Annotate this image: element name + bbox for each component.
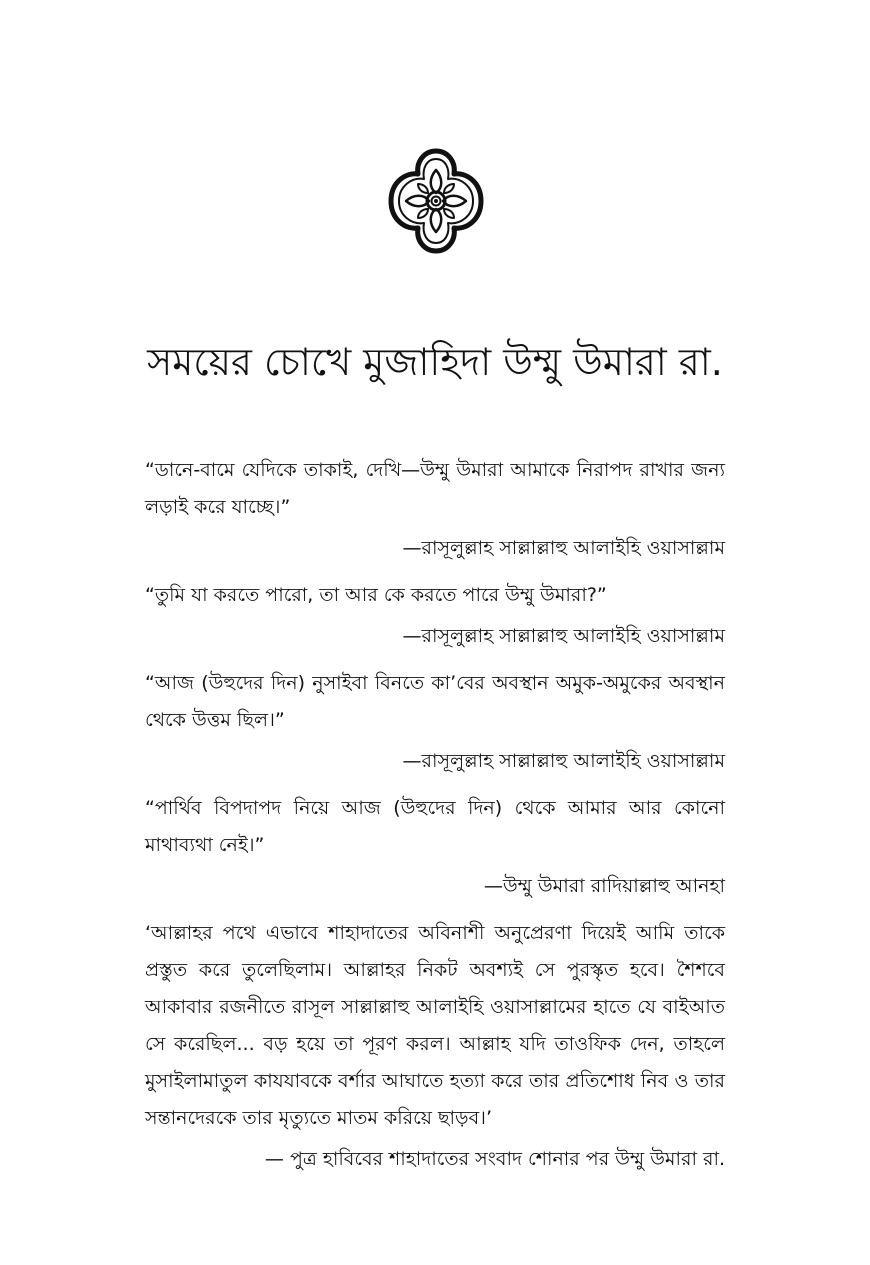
quote-attribution: —রাসূলুল্লাহ সাল্লাল্লাহু আলাইহি ওয়াসাল্লাম	[402, 750, 725, 772]
quote-attribution: —উম্মু উমারা রাদিয়াল্লাহু আনহা	[483, 875, 725, 897]
quotes-section	[145, 452, 725, 1188]
floral-ornament-icon	[388, 148, 484, 254]
quote-text: “ডানে-বামে যেদিকে তাকাই, দেখি—উম্মু উমারা আমাকে নিরাপদ রাখার জন্য লড়াই করে যাচ্ছে।”	[145, 459, 725, 518]
quote-attribution: — পুত্র হাবিবের শাহাদাতের সংবাদ শোনার পর উম্মু উমারা রা.	[264, 1148, 725, 1170]
quote-text: “তুমি যা করতে পারো, তা আর কে করতে পারে উম্মু উমারা?”	[145, 584, 607, 606]
page-title: সময়ের চোখে মুজাহিদা উম্মু উমারা রা.	[147, 340, 723, 384]
quote-attribution: —রাসূলুল্লাহ সাল্লাল্লাহু আলাইহি ওয়াসাল্লাম	[402, 625, 725, 647]
quote-text: “আজ (উহুদের দিন) নুসাইবা বিনতে কা’বের অবস্থান অমুক-অমুকের অবস্থান থেকে উত্তম ছিল।”	[145, 672, 725, 731]
quote-attribution: —রাসূলুল্লাহ সাল্লাল্লাহু আলাইহি ওয়াসাল্লাম	[402, 537, 725, 559]
quote-text: ‘আল্লাহর পথে এভাবে শাহাদাতের অবিনাশী অনুপ্রেরণা দিয়েই আমি তাকে প্রস্তুত করে তুলেছিলাম। আল্লাহর নিকট অবশ্যই সে পুরস্কৃত হবে। শৈশবে আকাবার রজনীতে রাসূল সাল্লাল্লাহু আলাইহি ওয়াসাল্লামের হাতে যে বাইআত সে করেছিল... বড় হয়ে তা পূরণ করল। আল্লাহ যদি তাওফিক দেন, তাহলে মুসাইলামাতুল কাযযাবকে বর্শার আঘাতে হত্যা করে তার প্রতিশোধ নিব ও তার সন্তানদেরকে তার মৃত্যুতে মাতম করিয়ে ছাড়ব।’	[145, 922, 725, 1129]
quote-text: “পার্থিব বিপদাপদ নিয়ে আজ (উহুদের দিন) থেকে আমার আর কোনো মাথাব্যথা নেই।”	[145, 797, 725, 856]
